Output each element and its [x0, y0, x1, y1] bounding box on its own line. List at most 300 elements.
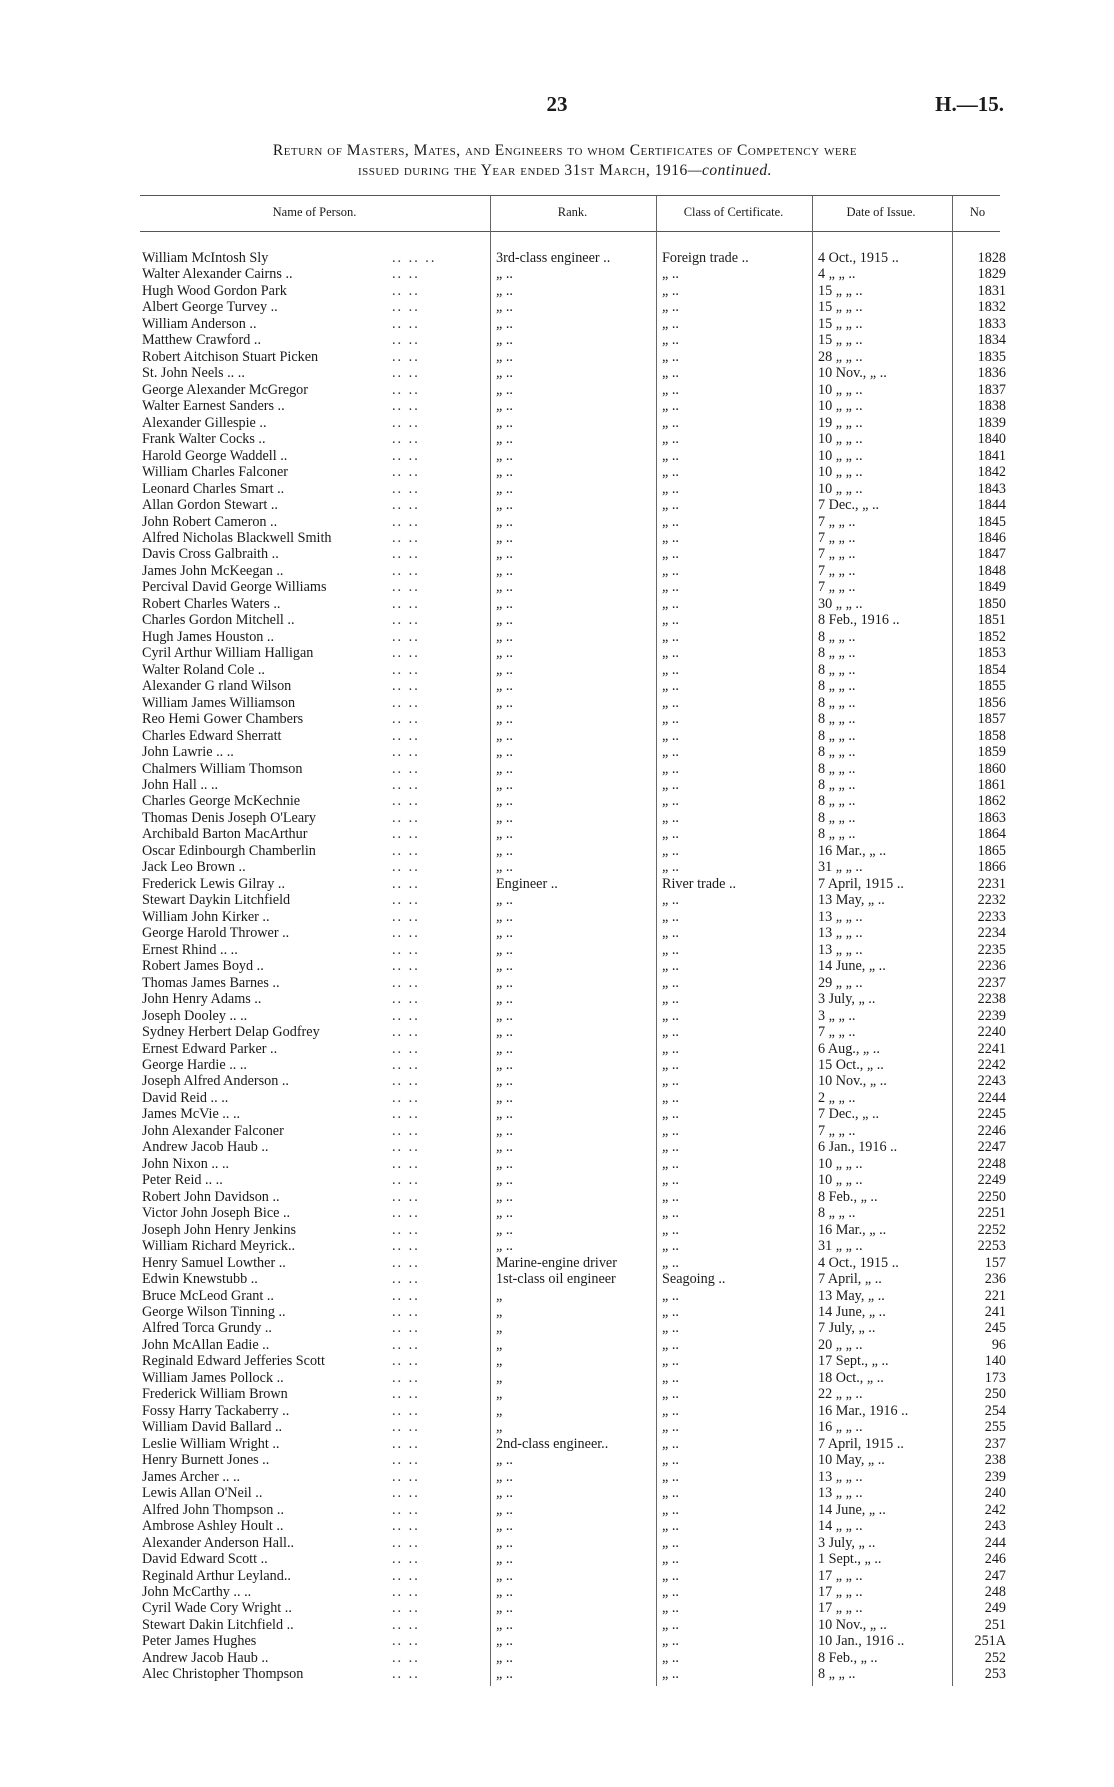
certificate-class: „ .. — [662, 579, 679, 596]
certificate-class: „ .. — [662, 595, 679, 612]
leader-dots: .. .. — [392, 1452, 420, 1469]
leader-dots: .. .. — [392, 760, 420, 777]
leader-dots: .. .. — [392, 1221, 420, 1238]
certificate-class: „ .. — [662, 1287, 679, 1304]
leader-dots: .. .. — [392, 1468, 420, 1485]
table-row — [0, 1485, 1114, 1501]
leader-dots: .. .. — [392, 1616, 420, 1633]
certificate-number: 140 — [984, 1353, 1006, 1370]
certificate-class: „ .. — [662, 1616, 679, 1633]
header-top-rule — [140, 195, 1000, 196]
certificate-class: „ .. — [662, 431, 679, 448]
rank: „ .. — [496, 282, 513, 299]
table-row — [0, 1617, 1114, 1633]
rank: „ .. — [496, 809, 513, 826]
issue-date: 10 May, „ .. — [818, 1452, 885, 1469]
person-name: Reginald Arthur Leyland.. — [142, 1567, 291, 1584]
table-row — [0, 1073, 1114, 1089]
rank: „ .. — [496, 826, 513, 843]
rank: „ .. — [496, 1089, 513, 1106]
rank: „ .. — [496, 398, 513, 415]
issue-date: 8 Feb., 1916 .. — [818, 612, 900, 629]
person-name: Charles Edward Sherratt — [142, 727, 282, 744]
page-reference: H.—15. — [935, 92, 1004, 116]
leader-dots: .. .. — [392, 1518, 420, 1535]
leader-dots: .. .. — [392, 480, 420, 497]
table-row — [0, 365, 1114, 381]
certificate-class: „ .. — [662, 744, 679, 761]
table-row — [0, 1271, 1114, 1287]
rank: „ .. — [496, 777, 513, 793]
leader-dots: .. .. — [392, 266, 420, 283]
person-name: Jack Leo Brown .. — [142, 859, 246, 876]
certificate-class: „ .. — [662, 1188, 679, 1205]
rank: „ .. — [496, 1205, 513, 1222]
certificate-class: „ .. — [662, 1518, 679, 1535]
leader-dots: .. .. — [392, 727, 420, 744]
table-row — [0, 1172, 1114, 1188]
leader-dots: .. .. — [392, 1419, 420, 1436]
table-row — [0, 645, 1114, 661]
table-row — [0, 1222, 1114, 1238]
leader-dots: .. .. — [392, 859, 420, 876]
certificate-class: „ .. — [662, 398, 679, 415]
certificate-number: 1834 — [977, 332, 1006, 349]
certificate-number: 1861 — [977, 777, 1006, 793]
table-row — [0, 1288, 1114, 1304]
certificate-class: „ .. — [662, 1485, 679, 1502]
table-row — [0, 530, 1114, 546]
certificate-class: „ .. — [662, 332, 679, 349]
leader-dots: .. .. — [392, 1402, 420, 1419]
table-row — [0, 909, 1114, 925]
certificate-class: „ .. — [662, 513, 679, 530]
certificate-number: 2247 — [977, 1139, 1006, 1156]
leader-dots: .. .. — [392, 1534, 420, 1551]
issue-date: 7 Dec., „ .. — [818, 497, 880, 514]
rank: „ .. — [496, 299, 513, 316]
table-row — [0, 283, 1114, 299]
table-row — [0, 958, 1114, 974]
table-row — [0, 826, 1114, 842]
certificate-class: „ .. — [662, 793, 679, 810]
rank: „ .. — [496, 1600, 513, 1617]
leader-dots: .. .. — [392, 1155, 420, 1172]
certificate-class: „ .. — [662, 1501, 679, 1518]
table-row — [0, 266, 1114, 282]
rank: „ .. — [496, 332, 513, 349]
leader-dots: .. .. — [392, 1254, 420, 1271]
table-row — [0, 316, 1114, 332]
person-name: John Alexander Falconer — [142, 1122, 284, 1139]
rank: „ — [496, 1336, 503, 1353]
table-row — [0, 431, 1114, 447]
certificate-class: „ .. — [662, 809, 679, 826]
certificate-number: 1836 — [977, 365, 1006, 382]
person-name: Hugh James Houston .. — [142, 628, 275, 645]
leader-dots: .. .. — [392, 1238, 420, 1255]
issue-date: 15 „ „ .. — [818, 315, 863, 332]
person-name: William James Williamson — [142, 694, 296, 711]
leader-dots: .. .. — [392, 711, 420, 728]
issue-date: 20 „ „ .. — [818, 1336, 863, 1353]
issue-date: 4 Oct., 1915 .. — [818, 250, 899, 266]
issue-date: 13 „ „ .. — [818, 1468, 863, 1485]
page-title — [140, 141, 990, 181]
leader-dots: .. .. — [392, 282, 420, 299]
leader-dots: .. .. — [392, 1056, 420, 1073]
table-row — [0, 1551, 1114, 1567]
rank: „ .. — [496, 991, 513, 1008]
certificate-number: 1864 — [977, 826, 1006, 843]
certificate-class: „ .. — [662, 1468, 679, 1485]
person-name: David Edward Scott .. — [142, 1551, 268, 1568]
issue-date: 7 Dec., „ .. — [818, 1106, 880, 1123]
person-name: Allan Gordon Stewart .. — [142, 497, 278, 514]
certificate-number: 1853 — [977, 645, 1006, 662]
leader-dots: .. .. — [392, 431, 420, 448]
title-line-2-text: issued during the Year ended 31st March, 1916 — [357, 162, 688, 179]
issue-date: 30 „ „ .. — [818, 595, 863, 612]
leader-dots: .. .. — [392, 513, 420, 530]
table-row — [0, 1320, 1114, 1336]
certificate-number: 1856 — [977, 694, 1006, 711]
certificate-number: 1837 — [977, 381, 1006, 398]
certificate-class: „ .. — [662, 348, 679, 365]
rank: „ .. — [496, 1073, 513, 1090]
person-name: Alfred Nicholas Blackwell Smith — [142, 529, 332, 546]
issue-date: 7 „ „ .. — [818, 546, 856, 563]
certificate-class: „ .. — [662, 480, 679, 497]
rank: Engineer .. — [496, 875, 558, 892]
certificate-class: „ .. — [662, 1122, 679, 1139]
leader-dots: .. .. — [392, 1633, 420, 1650]
rank: „ .. — [496, 529, 513, 546]
leader-dots: .. .. — [392, 348, 420, 365]
table-row — [0, 876, 1114, 892]
certificate-class: „ .. — [662, 529, 679, 546]
leader-dots: .. .. — [392, 826, 420, 843]
leader-dots: .. .. — [392, 777, 420, 793]
rank: „ .. — [496, 1485, 513, 1502]
certificate-number: 1866 — [977, 859, 1006, 876]
person-name: William David Ballard .. — [142, 1419, 283, 1436]
person-name: Peter James Hughes — [142, 1633, 257, 1650]
leader-dots: .. .. — [392, 595, 420, 612]
rank: „ .. — [496, 1106, 513, 1123]
certificate-number: 1860 — [977, 760, 1006, 777]
table-row — [0, 728, 1114, 744]
person-name: Reginald Edward Jefferies Scott — [142, 1353, 325, 1370]
person-name: William Anderson .. — [142, 315, 257, 332]
leader-dots: .. .. — [392, 1073, 420, 1090]
table-row — [0, 744, 1114, 760]
issue-date: 6 Aug., „ .. — [818, 1040, 880, 1057]
issue-date: 17 „ „ .. — [818, 1600, 863, 1617]
issue-date: 7 „ „ .. — [818, 1024, 856, 1041]
person-name: Harold George Waddell .. — [142, 447, 288, 464]
person-name: John Hall .. .. — [142, 777, 219, 793]
person-name: Alexander Gillespie .. — [142, 414, 267, 431]
leader-dots: .. .. — [392, 497, 420, 514]
certificate-number: 2250 — [977, 1188, 1006, 1205]
person-name: Thomas James Barnes .. — [142, 974, 280, 991]
person-name: George Alexander McGregor — [142, 381, 308, 398]
certificate-class: „ .. — [662, 678, 679, 695]
table-row — [0, 563, 1114, 579]
rank: 2nd-class engineer.. — [496, 1435, 609, 1452]
table-row — [0, 1568, 1114, 1584]
leader-dots: .. .. — [392, 1139, 420, 1156]
table-row — [0, 793, 1114, 809]
rank: „ — [496, 1419, 503, 1436]
certificate-class: River trade .. — [662, 875, 737, 892]
certificate-class: „ .. — [662, 1139, 679, 1156]
certificate-number: 173 — [984, 1369, 1006, 1386]
person-name: Thomas Denis Joseph O'Leary — [142, 809, 316, 826]
rank: „ .. — [496, 1040, 513, 1057]
rank: „ .. — [496, 431, 513, 448]
rank: „ — [496, 1386, 503, 1403]
rank: Marine-engine driver — [496, 1254, 617, 1271]
certificate-class: „ .. — [662, 1567, 679, 1584]
certificate-number: 253 — [984, 1666, 1006, 1683]
rank: „ .. — [496, 1583, 513, 1600]
certificate-number: 246 — [984, 1551, 1006, 1568]
leader-dots: .. .. — [392, 299, 420, 316]
rank: „ — [496, 1369, 503, 1386]
table-row — [0, 1370, 1114, 1386]
person-name: William McIntosh Sly — [142, 250, 269, 266]
rank: 3rd-class engineer .. — [496, 250, 611, 266]
table-row — [0, 1353, 1114, 1369]
certificate-class: „ .. — [662, 1666, 679, 1683]
person-name: Stewart Daykin Litchfield — [142, 892, 291, 909]
certificate-number: 1841 — [977, 447, 1006, 464]
certificate-number: 236 — [984, 1271, 1006, 1288]
issue-date: 1 Sept., „ .. — [818, 1551, 882, 1568]
certificate-class: „ .. — [662, 1336, 679, 1353]
certificate-class: „ .. — [662, 299, 679, 316]
rank: „ .. — [496, 1139, 513, 1156]
header-class: Class of Certificate. — [683, 205, 784, 219]
leader-dots: .. .. — [392, 661, 420, 678]
issue-date: 14 June, „ .. — [818, 1501, 886, 1518]
leader-dots: .. .. — [392, 612, 420, 629]
table-row — [0, 925, 1114, 941]
certificate-class: „ .. — [662, 842, 679, 859]
leader-dots: .. .. — [392, 562, 420, 579]
certificate-number: 2244 — [977, 1089, 1006, 1106]
person-name: Reo Hemi Gower Chambers — [142, 711, 304, 728]
table-row — [0, 1502, 1114, 1518]
leader-dots: .. .. — [392, 1551, 420, 1568]
person-name: Henry Samuel Lowther .. — [142, 1254, 286, 1271]
table-row — [0, 1106, 1114, 1122]
issue-date: 3 July, „ .. — [818, 991, 876, 1008]
issue-date: 17 Sept., „ .. — [818, 1353, 889, 1370]
certificate-number: 2246 — [977, 1122, 1006, 1139]
rank: „ .. — [496, 513, 513, 530]
certificate-number: 250 — [984, 1386, 1006, 1403]
issue-date: 15 „ „ .. — [818, 299, 863, 316]
certificate-number: 240 — [984, 1485, 1006, 1502]
rank: „ .. — [496, 1188, 513, 1205]
issue-date: 31 „ „ .. — [818, 1238, 863, 1255]
certificate-number: 1852 — [977, 628, 1006, 645]
table-row — [0, 843, 1114, 859]
person-name: Oscar Edinbourgh Chamberlin — [142, 842, 316, 859]
certificate-number: 1851 — [977, 612, 1006, 629]
table-row — [0, 942, 1114, 958]
certificate-number: 2251 — [977, 1205, 1006, 1222]
table-row — [0, 711, 1114, 727]
table-row — [0, 1041, 1114, 1057]
rank: „ .. — [496, 1024, 513, 1041]
table-row — [0, 1139, 1114, 1155]
rank: „ — [496, 1402, 503, 1419]
certificate-class: „ .. — [662, 1386, 679, 1403]
person-name: Peter Reid .. .. — [142, 1172, 223, 1189]
person-name: Alec Christopher Thompson — [142, 1666, 304, 1683]
leader-dots: .. .. — [392, 1600, 420, 1617]
leader-dots: .. .. — [392, 546, 420, 563]
leader-dots: .. .. — [392, 579, 420, 596]
certificate-number: 1829 — [977, 266, 1006, 283]
certificate-number: 244 — [984, 1534, 1006, 1551]
issue-date: 13 „ „ .. — [818, 925, 863, 942]
page-number: 23 — [546, 92, 568, 116]
leader-dots: .. .. — [392, 414, 420, 431]
table-row — [0, 1090, 1114, 1106]
leader-dots: .. .. — [392, 925, 420, 942]
issue-date: 8 „ „ .. — [818, 793, 856, 810]
person-name: Alfred John Thompson .. — [142, 1501, 284, 1518]
person-name: Walter Roland Cole .. — [142, 661, 265, 678]
table-row — [0, 1304, 1114, 1320]
certificate-class: „ .. — [662, 1221, 679, 1238]
certificate-number: 247 — [984, 1567, 1006, 1584]
certificate-class: „ .. — [662, 1419, 679, 1436]
issue-date: 7 „ „ .. — [818, 562, 856, 579]
table-row — [0, 777, 1114, 793]
certificate-class: „ .. — [662, 266, 679, 283]
certificate-class: „ .. — [662, 1172, 679, 1189]
certificate-class: „ .. — [662, 925, 679, 942]
certificate-class: „ .. — [662, 1106, 679, 1123]
leader-dots: .. .. — [392, 694, 420, 711]
person-name: John Henry Adams .. — [142, 991, 262, 1008]
certificate-class: „ .. — [662, 1254, 679, 1271]
certificate-number: 1850 — [977, 595, 1006, 612]
leader-dots: .. .. — [392, 628, 420, 645]
person-name: Chalmers William Thomson — [142, 760, 303, 777]
person-name: William James Pollock .. — [142, 1369, 284, 1386]
issue-date: 19 „ „ .. — [818, 414, 863, 431]
certificate-class: „ .. — [662, 1369, 679, 1386]
table-row — [0, 975, 1114, 991]
person-name: Alexander G rland Wilson — [142, 678, 292, 695]
issue-date: 8 „ „ .. — [818, 760, 856, 777]
rank: „ .. — [496, 348, 513, 365]
leader-dots: .. .. — [392, 793, 420, 810]
table-row — [0, 1436, 1114, 1452]
issue-date: 8 „ „ .. — [818, 628, 856, 645]
certificate-class: „ .. — [662, 645, 679, 662]
table-row — [0, 1403, 1114, 1419]
certificate-class: „ .. — [662, 365, 679, 382]
rank: „ .. — [496, 612, 513, 629]
rank: „ .. — [496, 497, 513, 514]
rank: „ .. — [496, 760, 513, 777]
leader-dots: .. .. — [392, 941, 420, 958]
certificate-number: 2232 — [977, 892, 1006, 909]
person-name: Walter Earnest Sanders .. — [142, 398, 285, 415]
leader-dots: .. .. — [392, 1106, 420, 1123]
person-name: Albert George Turvey .. — [142, 299, 278, 316]
certificate-number: 254 — [984, 1402, 1006, 1419]
issue-date: 7 July, „ .. — [818, 1320, 876, 1337]
table-row — [0, 991, 1114, 1007]
rank: „ .. — [496, 842, 513, 859]
person-name: Frank Walter Cocks .. — [142, 431, 266, 448]
person-name: St. John Neels .. .. — [142, 365, 245, 382]
person-name: David Reid .. .. — [142, 1089, 229, 1106]
certificate-class: „ .. — [662, 562, 679, 579]
leader-dots: .. .. — [392, 381, 420, 398]
leader-dots: .. .. — [392, 991, 420, 1008]
issue-date: 10 Nov., „ .. — [818, 1616, 887, 1633]
rank: „ .. — [496, 1122, 513, 1139]
issue-date: 8 „ „ .. — [818, 661, 856, 678]
rank: „ .. — [496, 1172, 513, 1189]
person-name: Leonard Charles Smart .. — [142, 480, 285, 497]
certificate-class: „ .. — [662, 1435, 679, 1452]
issue-date: 13 May, „ .. — [818, 892, 885, 909]
issue-date: 2 „ „ .. — [818, 1089, 856, 1106]
leader-dots: .. .. — [392, 1386, 420, 1403]
certificate-number: 2234 — [977, 925, 1006, 942]
certificate-class: „ .. — [662, 1007, 679, 1024]
certificate-number: 251A — [974, 1633, 1006, 1650]
certificate-number: 1828 — [977, 250, 1006, 266]
certificate-class: „ .. — [662, 1205, 679, 1222]
table-row — [0, 398, 1114, 414]
issue-date: 13 May, „ .. — [818, 1287, 885, 1304]
certificate-number: 1858 — [977, 727, 1006, 744]
person-name: George Harold Thrower .. — [142, 925, 290, 942]
person-name: Stewart Dakin Litchfield .. — [142, 1616, 294, 1633]
certificate-class: „ .. — [662, 727, 679, 744]
person-name: John Lawrie .. .. — [142, 744, 234, 761]
person-name: John McCarthy .. .. — [142, 1583, 252, 1600]
rank: „ .. — [496, 1056, 513, 1073]
rank: „ .. — [496, 447, 513, 464]
rank: „ .. — [496, 1007, 513, 1024]
issue-date: 17 „ „ .. — [818, 1583, 863, 1600]
table-row — [0, 1123, 1114, 1139]
person-name: Walter Alexander Cairns .. — [142, 266, 293, 283]
certificate-number: 251 — [984, 1616, 1006, 1633]
certificate-number: 245 — [984, 1320, 1006, 1337]
certificate-class: „ .. — [662, 694, 679, 711]
rank: „ .. — [496, 892, 513, 909]
title-line-1: Return of Masters, Mates, and Engineers to whom Certificates of Competency were — [272, 142, 858, 159]
rank: „ .. — [496, 1501, 513, 1518]
rank: „ .. — [496, 793, 513, 810]
rank: „ .. — [496, 925, 513, 942]
issue-date: 10 „ „ .. — [818, 464, 863, 481]
